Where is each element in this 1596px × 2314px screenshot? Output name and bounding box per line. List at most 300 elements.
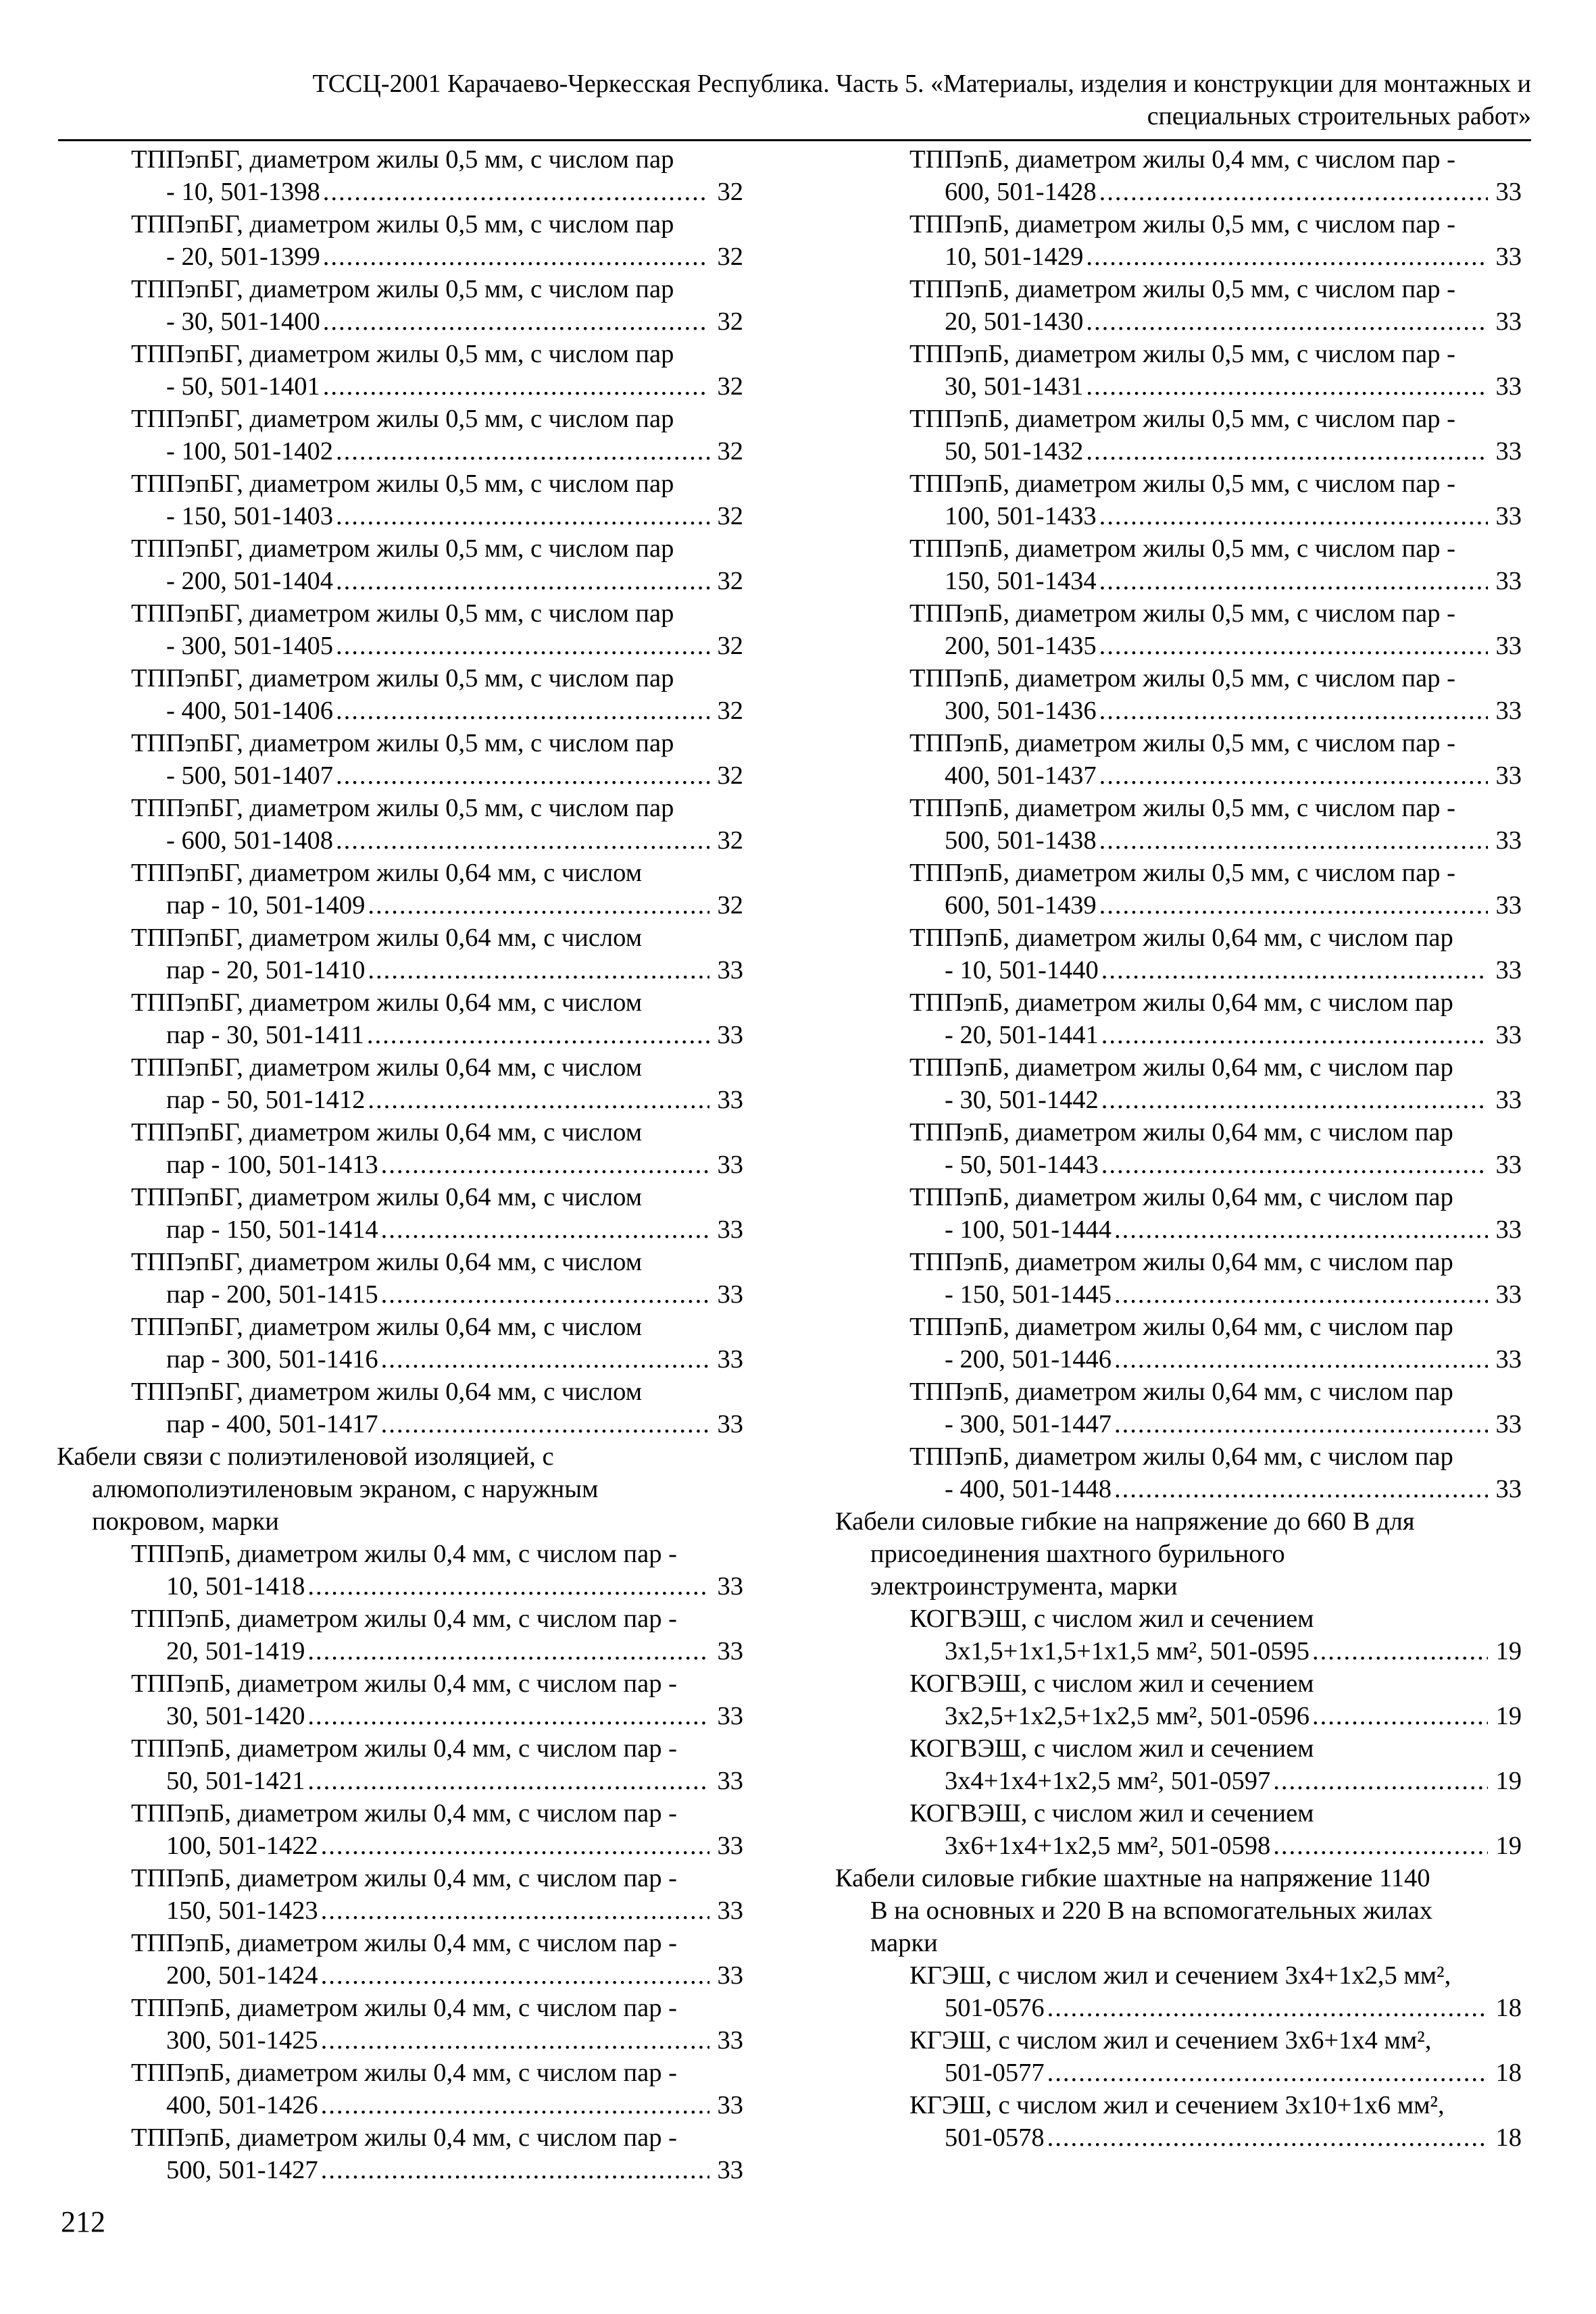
section-heading: Кабели силовые гибкие шахтные на напряжение 1140 В на основных и 220 В на вспомогательных жилах марки	[835, 1864, 1432, 1957]
entry-continuation	[131, 2154, 743, 2186]
page-reference: 32	[717, 826, 743, 855]
entry-code: - 400, 501-1406	[166, 697, 334, 725]
index-entry	[131, 1862, 743, 1927]
index-entry	[131, 1667, 743, 1732]
entry-title: ТППэпБ, диаметром жилы 0,5 мм, с числом пар -	[909, 729, 1455, 757]
entry-title: ТППэпБГ, диаметром жилы 0,5 мм, с числом пар	[131, 340, 674, 368]
entry-continuation	[131, 1408, 743, 1440]
entry-code: - 20, 501-1441	[945, 1021, 1099, 1049]
page-reference: 33	[717, 2156, 743, 2184]
dot-leader	[1114, 1408, 1488, 1440]
entry-continuation	[909, 241, 1522, 273]
index-entry	[909, 922, 1522, 986]
page-reference: 33	[1495, 1086, 1522, 1114]
index-entry	[909, 338, 1522, 403]
entry-code: 20, 501-1419	[166, 1637, 305, 1665]
entry-title: ТППэпБГ, диаметром жилы 0,5 мм, с числом пар	[131, 664, 674, 693]
index-entry	[909, 403, 1522, 468]
entry-continuation	[909, 695, 1522, 727]
page-reference: 33	[717, 1961, 743, 1990]
entry-code: 501-0576	[945, 1994, 1045, 2022]
entry-code: 3х2,5+1х2,5+1х2,5 мм², 501-0596	[945, 1702, 1310, 1730]
page-reference: 19	[1495, 1767, 1522, 1795]
page-reference: 19	[1495, 1702, 1522, 1730]
dot-leader	[321, 1894, 709, 1927]
entry-title: ТППэпБ, диаметром жилы 0,5 мм, с числом пар -	[909, 534, 1455, 563]
page-reference: 33	[1495, 956, 1522, 984]
entry-code: 500, 501-1427	[166, 2156, 318, 2184]
dot-leader	[336, 435, 709, 468]
entry-code: - 200, 501-1446	[945, 1345, 1112, 1374]
index-entry	[909, 1797, 1522, 1862]
entry-continuation	[909, 435, 1522, 468]
index-entry	[131, 2121, 743, 2186]
index-entry	[909, 1181, 1522, 1246]
entry-code: пар - 300, 501-1416	[166, 1345, 378, 1374]
dot-leader	[321, 1959, 709, 1992]
dot-leader	[336, 759, 709, 792]
dot-leader	[1099, 565, 1488, 597]
dot-leader	[1099, 759, 1488, 792]
index-entry	[909, 662, 1522, 727]
dot-leader	[336, 824, 709, 857]
page-reference: 33	[717, 1832, 743, 1860]
page-reference: 33	[717, 2091, 743, 2119]
page-reference: 33	[1495, 632, 1522, 660]
page-reference: 33	[1495, 372, 1522, 401]
entry-continuation	[909, 1992, 1522, 2024]
page-reference: 33	[1495, 178, 1522, 206]
entry-title: КОГВЭШ, с числом жил и сечением	[909, 1669, 1314, 1698]
entry-code: 3х1,5+1х1,5+1х1,5 мм², 501-0595	[945, 1637, 1310, 1665]
index-entry	[909, 1603, 1522, 1667]
running-header	[58, 68, 1531, 132]
page-reference: 33	[1495, 243, 1522, 271]
page-reference: 33	[717, 1410, 743, 1438]
index-entry	[131, 727, 743, 792]
entry-continuation	[131, 241, 743, 273]
header-line-1: ТССЦ-2001 Карачаево-Черкесская Республика. Часть 5. «Материалы, изделия и конструкции для монтажных и	[312, 70, 1531, 98]
entry-title: ТППэпБГ, диаметром жилы 0,5 мм, с числом пар	[131, 405, 674, 433]
entry-title: ТППэпБ, диаметром жилы 0,64 мм, с числом пар	[909, 1118, 1453, 1147]
page-reference: 33	[717, 1280, 743, 1309]
dot-leader	[1101, 1149, 1488, 1181]
page-reference: 33	[717, 1021, 743, 1049]
page-reference: 18	[1495, 1994, 1522, 2022]
entry-title: ТППэпБ, диаметром жилы 0,4 мм, с числом пар -	[131, 2123, 677, 2152]
entry-code: 3х6+1х4+1х2,5 мм², 501-0598	[945, 1832, 1271, 1860]
index-entry	[909, 792, 1522, 857]
index-entry	[131, 792, 743, 857]
entry-title: ТППэпБ, диаметром жилы 0,5 мм, с числом пар -	[909, 405, 1455, 433]
page-reference: 33	[717, 1572, 743, 1601]
entry-title: ТППэпБ, диаметром жилы 0,5 мм, с числом пар -	[909, 470, 1455, 498]
entry-title: ТППэпБГ, диаметром жилы 0,5 мм, с числом пар	[131, 534, 674, 563]
dot-leader	[1099, 824, 1488, 857]
dot-leader	[336, 500, 709, 532]
entry-code: - 100, 501-1444	[945, 1215, 1112, 1244]
dot-leader	[1114, 1213, 1488, 1246]
entry-title: ТППэпБ, диаметром жилы 0,64 мм, с числом пар	[909, 1248, 1453, 1276]
entry-title: ТППэпБ, диаметром жилы 0,64 мм, с числом пар	[909, 924, 1453, 952]
dot-leader	[1086, 241, 1488, 273]
page-reference: 32	[717, 372, 743, 401]
entry-title: ТППэпБГ, диаметром жилы 0,5 мм, с числом пар	[131, 729, 674, 757]
page-reference: 19	[1495, 1637, 1522, 1665]
entry-continuation	[131, 1700, 743, 1732]
dot-leader	[1273, 1765, 1488, 1797]
entry-title: ТППэпБ, диаметром жилы 0,64 мм, с числом пар	[909, 988, 1453, 1017]
index-entry	[131, 597, 743, 662]
index-entry	[131, 468, 743, 532]
index-entry	[131, 922, 743, 986]
entry-title: ТППэпБГ, диаметром жилы 0,5 мм, с числом пар	[131, 599, 674, 628]
entry-code: - 30, 501-1442	[945, 1086, 1099, 1114]
dot-leader	[381, 1213, 709, 1246]
index-entry	[909, 1246, 1522, 1311]
entry-continuation	[909, 1473, 1522, 1505]
entry-title: ТППэпБ, диаметром жилы 0,4 мм, с числом пар -	[131, 2059, 677, 2087]
entry-title: ТППэпБ, диаметром жилы 0,4 мм, с числом пар -	[131, 1540, 677, 1568]
dot-leader	[307, 1765, 709, 1797]
index-entry	[131, 143, 743, 208]
index-entry	[131, 403, 743, 468]
entry-continuation	[131, 500, 743, 532]
header-line-2: специальных строительных работ»	[1147, 102, 1531, 130]
entry-continuation	[131, 1830, 743, 1862]
page-reference: 33	[717, 2026, 743, 2055]
dot-leader	[1114, 1343, 1488, 1376]
index-entry	[131, 1181, 743, 1246]
entry-title: ТППэпБ, диаметром жилы 0,4 мм, с числом пар -	[909, 145, 1455, 174]
entry-title: ТППэпБГ, диаметром жилы 0,64 мм, с числом	[131, 1248, 643, 1276]
index-entry	[909, 857, 1522, 922]
entry-code: - 30, 501-1400	[166, 307, 320, 336]
page-reference: 33	[1495, 761, 1522, 790]
entry-title: ТППэпБГ, диаметром жилы 0,64 мм, с числом	[131, 1378, 643, 1406]
page-reference: 32	[717, 243, 743, 271]
index-entry	[131, 1246, 743, 1311]
header-rule	[58, 139, 1531, 141]
index-entry	[131, 1311, 743, 1376]
entry-continuation	[131, 176, 743, 208]
dot-leader	[336, 695, 709, 727]
page-reference: 32	[717, 307, 743, 336]
entry-code: - 100, 501-1402	[166, 437, 334, 466]
entry-continuation	[131, 565, 743, 597]
entry-code: пар - 200, 501-1415	[166, 1280, 378, 1309]
dot-leader	[1047, 2121, 1488, 2154]
entry-continuation	[131, 1959, 743, 1992]
entry-code: 150, 501-1434	[945, 567, 1097, 595]
entry-title: ТППэпБ, диаметром жилы 0,64 мм, с числом пар	[909, 1183, 1453, 1211]
entry-continuation	[909, 2057, 1522, 2089]
entry-continuation	[909, 305, 1522, 338]
entry-code: - 50, 501-1401	[166, 372, 320, 401]
dot-leader	[1086, 305, 1488, 338]
entry-title: ТППэпБГ, диаметром жилы 0,5 мм, с числом пар	[131, 794, 674, 822]
entry-continuation	[131, 2024, 743, 2057]
index-entry	[131, 273, 743, 338]
entry-code: 501-0577	[945, 2059, 1045, 2087]
dot-leader	[323, 241, 709, 273]
dot-leader	[381, 1343, 709, 1376]
page-reference: 33	[1495, 307, 1522, 336]
entry-title: ТППэпБГ, диаметром жилы 0,64 мм, с числом	[131, 988, 643, 1017]
entry-code: 30, 501-1420	[166, 1702, 305, 1730]
dot-leader	[1101, 1084, 1488, 1116]
index-entry	[909, 727, 1522, 792]
entry-title: ТППэпБГ, диаметром жилы 0,64 мм, с числом	[131, 1118, 643, 1147]
dot-leader	[336, 630, 709, 662]
entry-code: - 150, 501-1403	[166, 502, 334, 530]
entry-code: пар - 400, 501-1417	[166, 1410, 378, 1438]
entry-title: ТППэпБ, диаметром жилы 0,64 мм, с числом пар	[909, 1442, 1453, 1471]
page-reference: 19	[1495, 1832, 1522, 1860]
dot-leader	[1099, 630, 1488, 662]
entry-code: пар - 10, 501-1409	[166, 891, 366, 920]
entry-code: - 150, 501-1445	[945, 1280, 1112, 1309]
entry-code: - 500, 501-1407	[166, 761, 334, 790]
page-reference: 33	[717, 1637, 743, 1665]
index-entry	[131, 1992, 743, 2057]
index-entry	[131, 1051, 743, 1116]
dot-leader	[368, 1084, 709, 1116]
index-entry	[909, 986, 1522, 1051]
index-entry	[131, 208, 743, 273]
entry-title: ТППэпБ, диаметром жилы 0,4 мм, с числом пар -	[131, 1929, 677, 1957]
entry-continuation	[131, 1213, 743, 1246]
entry-code: 500, 501-1438	[945, 826, 1097, 855]
entry-code: - 10, 501-1398	[166, 178, 320, 206]
dot-leader	[1086, 370, 1488, 403]
dot-leader	[323, 305, 709, 338]
entry-continuation	[909, 1635, 1522, 1667]
entry-continuation	[909, 824, 1522, 857]
entry-code: 300, 501-1425	[166, 2026, 318, 2055]
dot-leader	[367, 1019, 709, 1051]
index-entry	[909, 532, 1522, 597]
entry-continuation	[909, 1278, 1522, 1311]
page-reference: 33	[1495, 1345, 1522, 1374]
page-reference: 33	[717, 1215, 743, 1244]
page-reference: 32	[717, 761, 743, 790]
index-entry	[131, 532, 743, 597]
entry-title: ТППэпБ, диаметром жилы 0,5 мм, с числом пар -	[909, 664, 1455, 693]
entry-continuation	[909, 1084, 1522, 1116]
index-column-right	[835, 143, 1522, 2154]
index-entry	[131, 1603, 743, 1667]
index-entry	[131, 857, 743, 922]
index-entry	[909, 2089, 1522, 2154]
entry-continuation	[909, 500, 1522, 532]
entry-code: 200, 501-1424	[166, 1961, 318, 1990]
page-reference: 32	[717, 891, 743, 920]
page-reference: 33	[1495, 567, 1522, 595]
entry-title: ТППэпБ, диаметром жилы 0,5 мм, с числом пар -	[909, 794, 1455, 822]
entry-title: КГЭШ, с числом жил и сечением 3х4+1х2,5 мм²,	[909, 1961, 1451, 1990]
entry-title: ТППэпБ, диаметром жилы 0,4 мм, с числом пар -	[131, 1864, 677, 1892]
index-entry	[909, 1376, 1522, 1440]
entry-title: КОГВЭШ, с числом жил и сечением	[909, 1799, 1314, 1828]
page-reference: 33	[1495, 697, 1522, 725]
index-entry	[131, 1116, 743, 1181]
entry-code: - 600, 501-1408	[166, 826, 334, 855]
dot-leader	[323, 370, 709, 403]
dot-leader	[321, 1830, 709, 1862]
entry-code: 200, 501-1435	[945, 632, 1097, 660]
dot-leader	[1099, 176, 1488, 208]
entry-title: ТППэпБГ, диаметром жилы 0,64 мм, с числом	[131, 1313, 643, 1341]
index-entry	[131, 338, 743, 403]
entry-code: - 400, 501-1448	[945, 1475, 1112, 1503]
dot-leader	[1114, 1278, 1488, 1311]
page-reference: 33	[717, 1896, 743, 1925]
entry-title: КГЭШ, с числом жил и сечением 3х6+1х4 мм²,	[909, 2026, 1432, 2055]
dot-leader	[1101, 1019, 1488, 1051]
entry-code: 10, 501-1429	[945, 243, 1084, 271]
entry-continuation	[909, 565, 1522, 597]
entry-title: ТППэпБ, диаметром жилы 0,5 мм, с числом пар -	[909, 859, 1455, 887]
entry-code: пар - 30, 501-1411	[166, 1021, 364, 1049]
entry-continuation	[909, 1830, 1522, 1862]
index-entry	[131, 986, 743, 1051]
dot-leader	[321, 2024, 709, 2057]
entry-continuation	[131, 435, 743, 468]
entry-continuation	[131, 1343, 743, 1376]
entry-title: ТППэпБ, диаметром жилы 0,5 мм, с числом пар -	[909, 340, 1455, 368]
entry-code: 600, 501-1428	[945, 178, 1097, 206]
index-entry	[909, 1667, 1522, 1732]
entry-code: 100, 501-1433	[945, 502, 1097, 530]
dot-leader	[1099, 500, 1488, 532]
entry-continuation	[909, 1213, 1522, 1246]
entry-title: ТППэпБГ, диаметром жилы 0,64 мм, с числом	[131, 859, 643, 887]
page-reference: 33	[717, 956, 743, 984]
entry-title: ТППэпБГ, диаметром жилы 0,5 мм, с числом пар	[131, 470, 674, 498]
entry-title: ТППэпБГ, диаметром жилы 0,64 мм, с числом	[131, 1183, 643, 1211]
entry-code: 600, 501-1439	[945, 891, 1097, 920]
entry-continuation	[131, 1765, 743, 1797]
entry-continuation	[909, 1700, 1522, 1732]
index-entry	[131, 1927, 743, 1992]
entry-continuation	[131, 1149, 743, 1181]
index-entry	[909, 1732, 1522, 1797]
entry-code: 300, 501-1436	[945, 697, 1097, 725]
page-reference: 33	[1495, 1280, 1522, 1309]
dot-leader	[321, 2154, 709, 2186]
page-reference: 33	[1495, 891, 1522, 920]
entry-title: ТППэпБ, диаметром жилы 0,4 мм, с числом пар -	[131, 1994, 677, 2022]
entry-code: 30, 501-1431	[945, 372, 1084, 401]
entry-continuation	[131, 305, 743, 338]
entry-continuation	[131, 1278, 743, 1311]
entry-code: 10, 501-1418	[166, 1572, 305, 1601]
index-entry	[909, 597, 1522, 662]
page-reference: 33	[717, 1702, 743, 1730]
entry-code: 400, 501-1437	[945, 761, 1097, 790]
entry-code: - 50, 501-1443	[945, 1151, 1099, 1179]
entry-code: пар - 100, 501-1413	[166, 1151, 378, 1179]
index-column-left	[57, 143, 743, 2186]
dot-leader	[1312, 1635, 1488, 1667]
dot-leader	[1273, 1830, 1488, 1862]
index-entry	[131, 662, 743, 727]
index-entry	[909, 2024, 1522, 2089]
page-reference: 32	[717, 697, 743, 725]
page-reference: 32	[717, 437, 743, 466]
entry-continuation	[131, 1019, 743, 1051]
entry-title: КОГВЭШ, с числом жил и сечением	[909, 1734, 1314, 1763]
entry-continuation	[131, 1570, 743, 1603]
page-number: 212	[61, 2205, 105, 2238]
entry-title: КОГВЭШ, с числом жил и сечением	[909, 1605, 1314, 1633]
entry-code: 501-0578	[945, 2123, 1045, 2152]
dot-leader	[321, 2089, 709, 2121]
index-entry	[909, 468, 1522, 532]
entry-continuation	[131, 889, 743, 922]
entry-code: пар - 150, 501-1414	[166, 1215, 378, 1244]
page-reference: 33	[1495, 502, 1522, 530]
page-reference: 33	[717, 1345, 743, 1374]
section-heading: Кабели связи с полиэтиленовой изоляцией, с алюмополиэтиленовым экраном, с наружным покровом, марки	[57, 1442, 599, 1536]
entry-continuation	[131, 1084, 743, 1116]
entry-continuation	[131, 370, 743, 403]
entry-code: 3х4+1х4+1х2,5 мм², 501-0597	[945, 1767, 1271, 1795]
entry-continuation	[909, 370, 1522, 403]
dot-leader	[1047, 1992, 1488, 2024]
entry-continuation	[909, 2121, 1522, 2154]
index-entry	[909, 273, 1522, 338]
entry-code: 400, 501-1426	[166, 2091, 318, 2119]
index-entry	[131, 1538, 743, 1603]
index-entry	[909, 1440, 1522, 1505]
section-heading: Кабели силовые гибкие на напряжение до 660 В для присоединения шахтного бурильного электроинструмента, марки	[835, 1507, 1415, 1601]
page-reference: 32	[717, 567, 743, 595]
entry-title: ТППэпБ, диаметром жилы 0,64 мм, с числом пар	[909, 1378, 1453, 1406]
page-reference: 33	[717, 1086, 743, 1114]
entry-title: ТППэпБ, диаметром жилы 0,4 мм, с числом пар -	[131, 1799, 677, 1828]
page-reference: 18	[1495, 2059, 1522, 2087]
dot-leader	[1047, 2057, 1488, 2089]
page-reference: 32	[717, 502, 743, 530]
page-reference: 32	[717, 632, 743, 660]
entry-continuation	[909, 1149, 1522, 1181]
entry-continuation	[909, 954, 1522, 986]
entry-title: ТППэпБГ, диаметром жилы 0,64 мм, с числом	[131, 924, 643, 952]
dot-leader	[336, 565, 709, 597]
dot-leader	[381, 1278, 709, 1311]
entry-code: пар - 20, 501-1410	[166, 956, 366, 984]
dot-leader	[368, 954, 709, 986]
page-reference: 33	[1495, 1410, 1522, 1438]
index-entry	[909, 1116, 1522, 1181]
index-entry	[909, 208, 1522, 273]
entry-code: 50, 501-1421	[166, 1767, 305, 1795]
entry-continuation	[909, 889, 1522, 922]
entry-title: ТППэпБГ, диаметром жилы 0,5 мм, с числом пар	[131, 210, 674, 238]
page-reference: 33	[1495, 437, 1522, 466]
page-reference: 33	[717, 1767, 743, 1795]
entry-title: ТППэпБ, диаметром жилы 0,4 мм, с числом пар -	[131, 1734, 677, 1763]
dot-leader	[1312, 1700, 1488, 1732]
entry-title: ТППэпБГ, диаметром жилы 0,5 мм, с числом пар	[131, 145, 674, 174]
entry-continuation	[909, 1343, 1522, 1376]
entry-continuation	[131, 630, 743, 662]
entry-title: ТППэпБ, диаметром жилы 0,64 мм, с числом пар	[909, 1053, 1453, 1082]
entry-title: ТППэпБ, диаметром жилы 0,4 мм, с числом пар -	[131, 1605, 677, 1633]
index-entry	[131, 1797, 743, 1862]
